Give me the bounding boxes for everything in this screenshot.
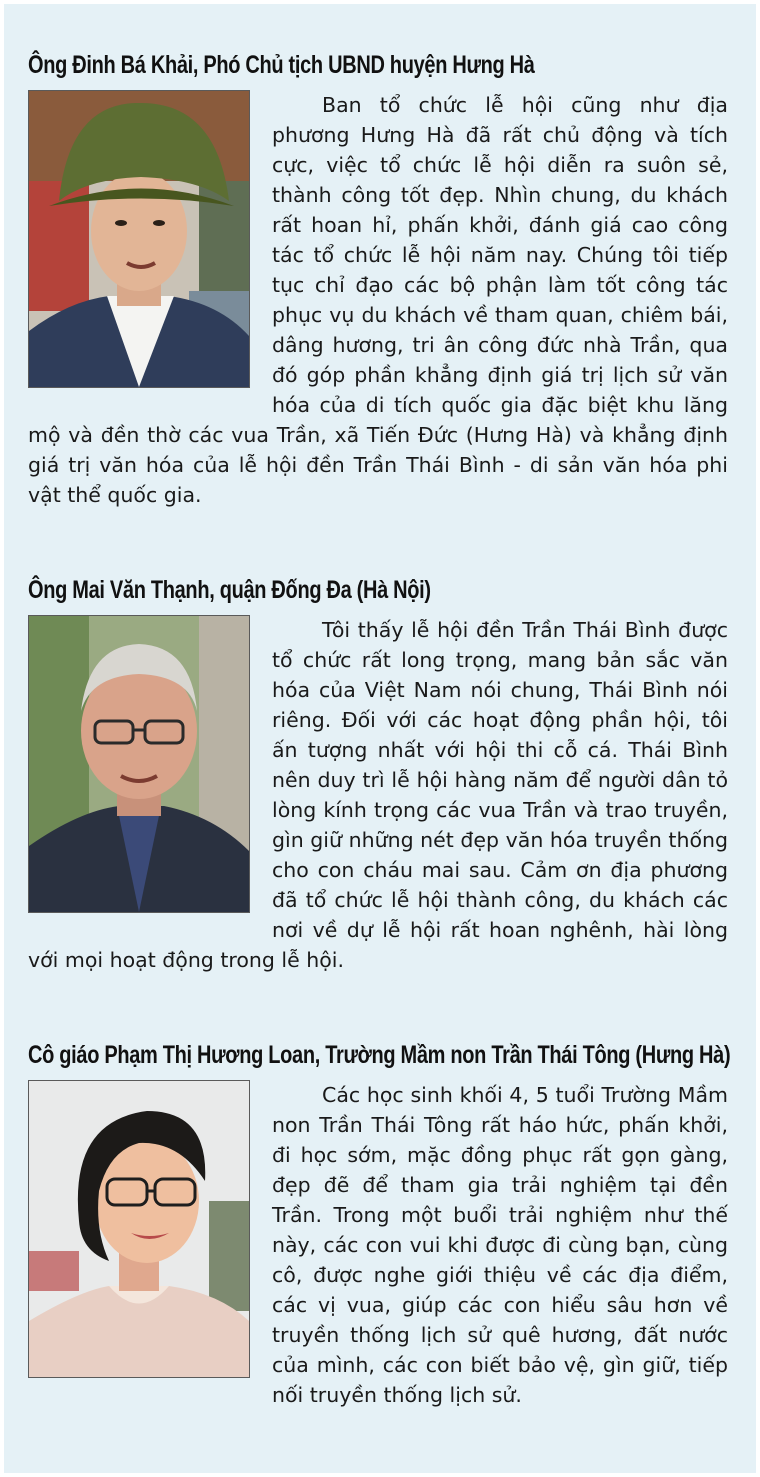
interview-section [28, 575, 728, 975]
interview-section [28, 1040, 731, 1410]
interview-body [28, 1080, 728, 1410]
interview-section [28, 50, 728, 510]
interviewee-heading: Ông Đinh Bá Khải, Phó Chủ tịch UBND huyện Hưng Hà [28, 51, 535, 79]
interviewee-heading: Ông Mai Văn Thạnh, quận Đống Đa (Hà Nội) [28, 576, 431, 604]
interviewee-heading: Cô giáo Phạm Thị Hương Loan, Trường Mầm non Trần Thái Tông (Hưng Hà) [28, 1041, 731, 1069]
portrait-woman-glasses-icon [28, 1080, 250, 1378]
interview-quote: Ban tổ chức lễ hội cũng như địa phương Hưng Hà đã rất chủ động và tích cực, việc tổ chức lễ hội diễn ra suôn sẻ, thành công tốt đẹp. Nhìn chung, du khách rất hoan hỉ, phấn khởi, đánh giá cao công tác tổ chức lễ hội năm nay. Chúng tôi tiếp tục chỉ đạo các bộ phận làm tốt công tác phục vụ du khách về tham quan, chiêm bái, dâng hương, tri ân công đức nhà Trần, qua đó góp phần khẳng định giá trị lịch sử văn hóa của di tích quốc gia đặc biệt khu lăng mộ và đền thờ các vua Trần, xã Tiến Đức (Hưng Hà) và khẳng định giá trị văn hóa của lễ hội đền Trần Thái Bình - di sản văn hóa phi vật thể quốc gia. [28, 93, 728, 507]
interview-quote: Tôi thấy lễ hội đền Trần Thái Bình được tổ chức rất long trọng, mang bản sắc văn hóa của Việt Nam nói chung, Thái Bình nói riêng. Đối với các hoạt động phần hội, tôi ấn tượng nhất với hội thi cỗ cá. Thái Bình nên duy trì lễ hội hàng năm để người dân tỏ lòng kính trọng các vua Trần và trao truyền, gìn giữ những nét đẹp văn hóa truyền thống cho con cháu mai sau. Cảm ơn địa phương đã tổ chức lễ hội thành công, du khách các nơi về dự lễ hội rất hoan nghênh, hài lòng với mọi hoạt động trong lễ hội. [28, 618, 728, 972]
interview-body [28, 90, 728, 510]
interview-quote: Các học sinh khối 4, 5 tuổi Trường Mầm non Trần Thái Tông rất háo hức, phấn khởi, đi học sớm, mặc đồng phục rất gọn gàng, đẹp đẽ để tham gia trải nghiệm tại đền Trần. Trong một buổi trải nghiệm như thế này, các con vui khi được đi cùng bạn, cùng cô, được nghe giới thiệu về các địa điểm, các vị vua, giúp các con hiểu sâu hơn về truyền thống lịch sử quê hương, đất nước của mình, các con biết bảo vệ, gìn giữ, tiếp nối truyền thống lịch sử. [272, 1083, 728, 1407]
portrait-older-man-glasses-icon [28, 615, 250, 913]
portrait-man-helmet-icon [28, 90, 250, 388]
interview-body [28, 615, 728, 975]
